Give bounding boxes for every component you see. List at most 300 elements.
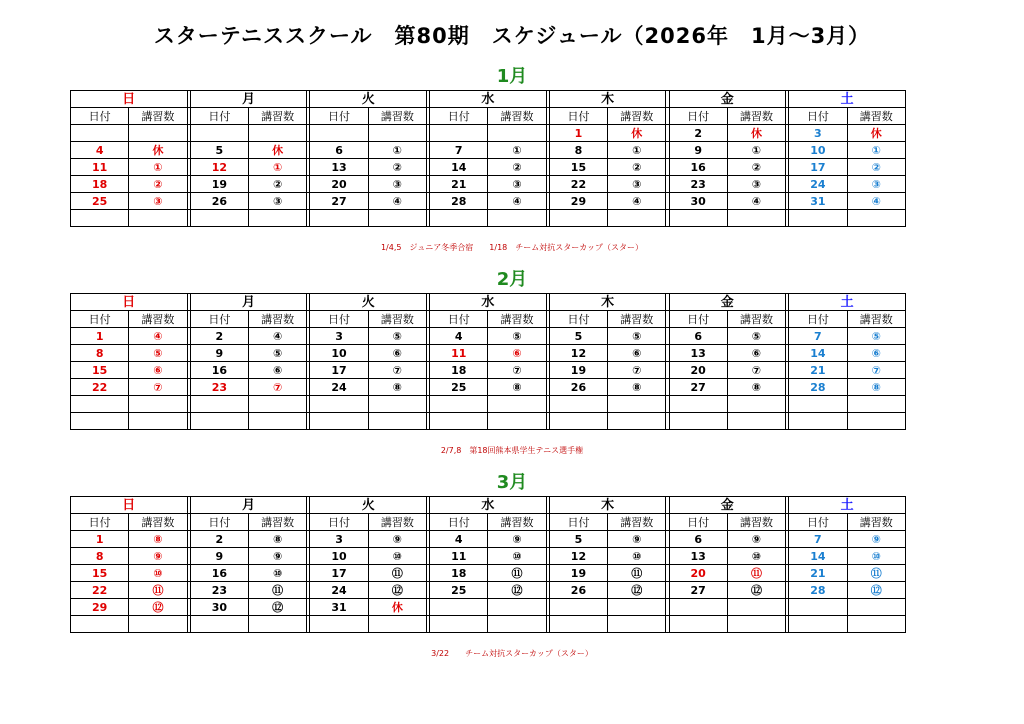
day-date-cell: 27 — [669, 582, 727, 599]
lesson-count-column-header: 講習数 — [727, 311, 785, 328]
lesson-count-cell — [248, 125, 306, 142]
lesson-count-cell: ⑨ — [368, 531, 426, 548]
weekday-header: 月 — [190, 91, 307, 108]
lesson-count-cell: ⑩ — [847, 548, 906, 565]
lesson-count-cell: ⑥ — [608, 345, 666, 362]
lesson-count-cell: ⑫ — [368, 582, 426, 599]
day-date-cell — [669, 396, 727, 413]
day-date-cell: 13 — [310, 159, 368, 176]
day-date-cell — [430, 616, 488, 633]
lesson-count-cell: ③ — [368, 176, 426, 193]
day-date-cell: 6 — [669, 531, 727, 548]
lesson-count-cell: ⑧ — [488, 379, 546, 396]
lesson-count-cell — [847, 396, 906, 413]
lesson-count-cell: ⑪ — [847, 565, 906, 582]
day-date-cell — [71, 210, 129, 227]
lesson-count-cell — [608, 599, 666, 616]
date-column-header: 日付 — [549, 311, 607, 328]
date-column-header: 日付 — [430, 311, 488, 328]
day-date-cell: 26 — [549, 379, 607, 396]
lesson-count-cell: ⑪ — [488, 565, 546, 582]
lesson-count-column-header: 講習数 — [847, 514, 906, 531]
day-date-cell: 16 — [190, 362, 248, 379]
month-title: 1月 — [496, 66, 528, 87]
day-date-cell: 29 — [71, 599, 129, 616]
day-date-cell: 13 — [669, 548, 727, 565]
day-date-cell: 14 — [430, 159, 488, 176]
date-column-header: 日付 — [549, 108, 607, 125]
day-date-cell: 22 — [71, 379, 129, 396]
day-date-cell — [430, 413, 488, 430]
day-date-cell: 14 — [789, 345, 847, 362]
lesson-count-cell: ⑦ — [248, 379, 306, 396]
day-date-cell — [190, 210, 248, 227]
date-column-header: 日付 — [669, 311, 727, 328]
day-date-cell: 23 — [190, 582, 248, 599]
week-row — [71, 413, 906, 430]
day-date-cell: 11 — [430, 345, 488, 362]
lesson-count-cell — [727, 396, 785, 413]
lesson-count-column-header: 講習数 — [727, 108, 785, 125]
lesson-count-cell: ⑪ — [248, 582, 306, 599]
lesson-count-cell: ⑧ — [727, 379, 785, 396]
day-date-cell: 20 — [310, 176, 368, 193]
lesson-count-cell: ⑩ — [488, 548, 546, 565]
day-date-cell: 11 — [71, 159, 129, 176]
lesson-count-cell: ③ — [488, 176, 546, 193]
week-row — [71, 362, 906, 379]
day-date-cell — [549, 599, 607, 616]
date-column-header: 日付 — [71, 311, 129, 328]
date-column-header: 日付 — [310, 311, 368, 328]
week-row — [71, 159, 906, 176]
day-date-cell: 24 — [310, 379, 368, 396]
lesson-count-cell: ⑤ — [368, 328, 426, 345]
day-date-cell: 26 — [190, 193, 248, 210]
lesson-count-cell — [727, 599, 785, 616]
lesson-count-column-header: 講習数 — [488, 514, 546, 531]
weekday-header: 土 — [789, 497, 906, 514]
month-event-note: 1/4,5 ジュニア冬季合宿 1/18 チーム対抗スターカップ（スター） — [380, 243, 644, 252]
day-date-cell: 10 — [789, 142, 847, 159]
day-date-cell: 10 — [310, 345, 368, 362]
lesson-count-cell: ② — [727, 159, 785, 176]
weekday-header: 月 — [190, 497, 307, 514]
day-date-cell: 12 — [549, 345, 607, 362]
day-date-cell — [310, 210, 368, 227]
lesson-count-cell: ⑤ — [248, 345, 306, 362]
day-date-cell: 30 — [669, 193, 727, 210]
date-column-header: 日付 — [71, 108, 129, 125]
lesson-count-cell: ① — [129, 159, 187, 176]
lesson-count-cell — [368, 125, 426, 142]
lesson-count-column-header: 講習数 — [368, 514, 426, 531]
date-column-header: 日付 — [190, 514, 248, 531]
week-row — [71, 565, 906, 582]
lesson-count-cell: ⑨ — [488, 531, 546, 548]
lesson-count-cell: ④ — [248, 328, 306, 345]
weekday-header: 日 — [71, 497, 188, 514]
lesson-count-cell: 休 — [129, 142, 187, 159]
lesson-count-cell — [727, 210, 785, 227]
day-date-cell: 22 — [549, 176, 607, 193]
day-date-cell: 19 — [549, 362, 607, 379]
lesson-count-cell: ⑩ — [368, 548, 426, 565]
lesson-count-column-header: 講習数 — [488, 108, 546, 125]
day-date-cell — [669, 413, 727, 430]
lesson-count-cell: ⑩ — [608, 548, 666, 565]
lesson-count-cell: ⑩ — [129, 565, 187, 582]
lesson-count-cell — [248, 413, 306, 430]
lesson-count-cell — [488, 616, 546, 633]
date-column-header: 日付 — [190, 108, 248, 125]
lesson-count-cell: ⑫ — [248, 599, 306, 616]
lesson-count-cell: ④ — [488, 193, 546, 210]
lesson-count-cell: ⑧ — [608, 379, 666, 396]
weekday-header: 日 — [71, 294, 188, 311]
lesson-count-cell — [129, 413, 187, 430]
lesson-count-cell — [488, 599, 546, 616]
lesson-count-cell: ⑨ — [129, 548, 187, 565]
lesson-count-cell: ⑨ — [727, 531, 785, 548]
day-date-cell: 9 — [190, 548, 248, 565]
lesson-count-cell — [608, 413, 666, 430]
lesson-count-cell: ④ — [608, 193, 666, 210]
day-date-cell — [669, 210, 727, 227]
lesson-count-cell: ① — [488, 142, 546, 159]
lesson-count-cell: ⑨ — [248, 548, 306, 565]
lesson-count-column-header: 講習数 — [847, 108, 906, 125]
day-date-cell — [789, 396, 847, 413]
lesson-count-cell: ③ — [727, 176, 785, 193]
lesson-count-cell — [129, 210, 187, 227]
day-date-cell: 17 — [789, 159, 847, 176]
day-date-cell — [71, 413, 129, 430]
date-column-header: 日付 — [669, 514, 727, 531]
day-date-cell — [430, 599, 488, 616]
day-date-cell: 21 — [789, 565, 847, 582]
lesson-count-cell: ⑫ — [608, 582, 666, 599]
week-row — [71, 599, 906, 616]
day-date-cell: 7 — [430, 142, 488, 159]
lesson-count-cell — [129, 616, 187, 633]
day-date-cell: 2 — [669, 125, 727, 142]
weekday-header: 日 — [71, 91, 188, 108]
day-date-cell: 25 — [71, 193, 129, 210]
lesson-count-column-header: 講習数 — [488, 311, 546, 328]
day-date-cell — [430, 125, 488, 142]
day-date-cell: 27 — [669, 379, 727, 396]
weekday-header: 火 — [310, 91, 427, 108]
day-date-cell: 31 — [310, 599, 368, 616]
day-date-cell — [71, 616, 129, 633]
lesson-count-column-header: 講習数 — [368, 108, 426, 125]
lesson-count-cell: ① — [248, 159, 306, 176]
weekday-header: 金 — [669, 294, 786, 311]
lesson-count-column-header: 講習数 — [248, 514, 306, 531]
day-date-cell: 31 — [789, 193, 847, 210]
day-date-cell — [669, 599, 727, 616]
lesson-count-cell: ⑧ — [248, 531, 306, 548]
month-event-note: 2/7,8 第18回熊本県学生テニス選手権 — [440, 446, 584, 455]
day-date-cell — [190, 616, 248, 633]
day-date-cell — [310, 413, 368, 430]
page-title: スターテニススクール 第80期 スケジュール（2026年 1月～3月） — [153, 24, 871, 48]
lesson-count-cell: 休 — [368, 599, 426, 616]
lesson-count-cell — [727, 413, 785, 430]
lesson-count-cell: ④ — [129, 328, 187, 345]
day-date-cell: 2 — [190, 531, 248, 548]
lesson-count-cell: ② — [608, 159, 666, 176]
day-date-cell — [310, 125, 368, 142]
lesson-count-cell: ⑩ — [727, 548, 785, 565]
day-date-cell: 11 — [430, 548, 488, 565]
day-date-cell: 22 — [71, 582, 129, 599]
date-column-header: 日付 — [789, 514, 847, 531]
lesson-count-cell: ⑤ — [608, 328, 666, 345]
day-date-cell — [190, 396, 248, 413]
lesson-count-cell: ③ — [248, 193, 306, 210]
lesson-count-cell: ③ — [608, 176, 666, 193]
lesson-count-cell: ④ — [368, 193, 426, 210]
day-date-cell: 12 — [190, 159, 248, 176]
day-date-cell: 15 — [71, 362, 129, 379]
lesson-count-cell: ② — [847, 159, 906, 176]
date-column-header: 日付 — [310, 108, 368, 125]
day-date-cell — [549, 396, 607, 413]
lesson-count-cell — [847, 599, 906, 616]
lesson-count-cell: ② — [248, 176, 306, 193]
day-date-cell: 5 — [549, 328, 607, 345]
lesson-count-cell: 休 — [248, 142, 306, 159]
lesson-count-cell: ⑫ — [847, 582, 906, 599]
lesson-count-cell — [248, 616, 306, 633]
lesson-count-column-header: 講習数 — [608, 108, 666, 125]
lesson-count-cell: ⑥ — [847, 345, 906, 362]
day-date-cell — [430, 210, 488, 227]
weekday-header: 火 — [310, 497, 427, 514]
lesson-count-column-header: 講習数 — [129, 311, 187, 328]
lesson-count-cell: ⑪ — [727, 565, 785, 582]
week-row — [71, 210, 906, 227]
day-date-cell: 24 — [310, 582, 368, 599]
day-date-cell: 12 — [549, 548, 607, 565]
lesson-count-cell: ② — [368, 159, 426, 176]
lesson-count-cell: ⑫ — [727, 582, 785, 599]
weekday-header: 水 — [430, 91, 547, 108]
day-date-cell: 19 — [190, 176, 248, 193]
lesson-count-cell: ⑥ — [488, 345, 546, 362]
day-date-cell: 8 — [71, 345, 129, 362]
lesson-count-cell: ⑪ — [608, 565, 666, 582]
date-column-header: 日付 — [71, 514, 129, 531]
week-row — [71, 379, 906, 396]
lesson-count-column-header: 講習数 — [129, 108, 187, 125]
lesson-count-cell: ⑦ — [847, 362, 906, 379]
week-row — [71, 193, 906, 210]
day-date-cell — [190, 413, 248, 430]
day-date-cell: 18 — [430, 565, 488, 582]
lesson-count-column-header: 講習数 — [727, 514, 785, 531]
lesson-count-cell: ④ — [727, 193, 785, 210]
day-date-cell: 15 — [71, 565, 129, 582]
day-date-cell: 23 — [190, 379, 248, 396]
lesson-count-cell: ⑤ — [727, 328, 785, 345]
lesson-count-cell: ⑪ — [129, 582, 187, 599]
day-date-cell: 28 — [789, 379, 847, 396]
lesson-count-cell: ⑦ — [608, 362, 666, 379]
day-date-cell: 21 — [430, 176, 488, 193]
lesson-count-column-header: 講習数 — [129, 514, 187, 531]
lesson-count-cell: 休 — [608, 125, 666, 142]
day-date-cell — [789, 599, 847, 616]
week-row — [71, 345, 906, 362]
lesson-count-column-header: 講習数 — [608, 311, 666, 328]
day-date-cell: 4 — [430, 328, 488, 345]
month-event-note: 3/22 チーム対抗スターカップ（スター） — [431, 649, 593, 658]
month-calendar-table — [70, 90, 906, 227]
lesson-count-cell: ① — [847, 142, 906, 159]
lesson-count-cell: ⑫ — [129, 599, 187, 616]
day-date-cell: 6 — [669, 328, 727, 345]
lesson-count-cell: ⑦ — [129, 379, 187, 396]
day-date-cell: 27 — [310, 193, 368, 210]
lesson-count-column-header: 講習数 — [608, 514, 666, 531]
lesson-count-cell: ⑤ — [129, 345, 187, 362]
date-column-header: 日付 — [789, 311, 847, 328]
day-date-cell: 25 — [430, 379, 488, 396]
lesson-count-cell — [608, 616, 666, 633]
lesson-count-cell: ② — [488, 159, 546, 176]
day-date-cell: 6 — [310, 142, 368, 159]
lesson-count-cell: ⑧ — [129, 531, 187, 548]
lesson-count-cell — [847, 210, 906, 227]
day-date-cell: 21 — [789, 362, 847, 379]
lesson-count-cell — [488, 210, 546, 227]
weekday-header: 木 — [549, 294, 666, 311]
lesson-count-cell — [248, 396, 306, 413]
date-column-header: 日付 — [430, 108, 488, 125]
week-row — [71, 176, 906, 193]
day-date-cell: 3 — [310, 328, 368, 345]
lesson-count-cell: ⑨ — [608, 531, 666, 548]
weekday-header: 木 — [549, 91, 666, 108]
day-date-cell: 1 — [71, 531, 129, 548]
day-date-cell — [549, 210, 607, 227]
lesson-count-column-header: 講習数 — [248, 108, 306, 125]
day-date-cell: 29 — [549, 193, 607, 210]
day-date-cell: 20 — [669, 565, 727, 582]
day-date-cell — [789, 616, 847, 633]
day-date-cell: 19 — [549, 565, 607, 582]
week-row — [71, 142, 906, 159]
lesson-count-cell: ③ — [847, 176, 906, 193]
day-date-cell: 18 — [430, 362, 488, 379]
day-date-cell: 18 — [71, 176, 129, 193]
day-date-cell: 9 — [669, 142, 727, 159]
lesson-count-cell: ⑦ — [727, 362, 785, 379]
day-date-cell: 15 — [549, 159, 607, 176]
weekday-header: 土 — [789, 294, 906, 311]
lesson-count-cell — [368, 616, 426, 633]
month-title: 2月 — [496, 269, 528, 290]
weekday-header: 金 — [669, 497, 786, 514]
lesson-count-cell — [488, 125, 546, 142]
day-date-cell — [310, 616, 368, 633]
lesson-count-column-header: 講習数 — [847, 311, 906, 328]
date-column-header: 日付 — [310, 514, 368, 531]
weekday-header: 土 — [789, 91, 906, 108]
lesson-count-cell: ① — [368, 142, 426, 159]
day-date-cell — [71, 396, 129, 413]
day-date-cell: 16 — [669, 159, 727, 176]
day-date-cell: 30 — [190, 599, 248, 616]
day-date-cell: 17 — [310, 565, 368, 582]
lesson-count-cell — [368, 413, 426, 430]
lesson-count-cell: ① — [608, 142, 666, 159]
lesson-count-cell — [488, 413, 546, 430]
day-date-cell — [669, 616, 727, 633]
week-row — [71, 616, 906, 633]
lesson-count-cell: ① — [727, 142, 785, 159]
lesson-count-cell: ② — [129, 176, 187, 193]
weekday-header: 金 — [669, 91, 786, 108]
lesson-count-cell: ⑥ — [368, 345, 426, 362]
date-column-header: 日付 — [190, 311, 248, 328]
day-date-cell: 3 — [310, 531, 368, 548]
day-date-cell — [430, 396, 488, 413]
week-row — [71, 125, 906, 142]
lesson-count-cell: 休 — [847, 125, 906, 142]
lesson-count-cell: ⑩ — [248, 565, 306, 582]
day-date-cell — [789, 210, 847, 227]
lesson-count-cell: ⑨ — [847, 531, 906, 548]
day-date-cell: 24 — [789, 176, 847, 193]
week-row — [71, 328, 906, 345]
month-calendar-table — [70, 496, 906, 633]
day-date-cell — [549, 413, 607, 430]
day-date-cell: 10 — [310, 548, 368, 565]
lesson-count-cell — [368, 396, 426, 413]
day-date-cell: 23 — [669, 176, 727, 193]
day-date-cell: 13 — [669, 345, 727, 362]
day-date-cell: 4 — [71, 142, 129, 159]
weekday-header: 月 — [190, 294, 307, 311]
lesson-count-cell: ④ — [847, 193, 906, 210]
weekday-header: 木 — [549, 497, 666, 514]
month-calendar-table — [70, 293, 906, 430]
day-date-cell — [310, 396, 368, 413]
lesson-count-cell: ⑥ — [248, 362, 306, 379]
day-date-cell — [789, 413, 847, 430]
lesson-count-cell — [368, 210, 426, 227]
day-date-cell: 28 — [430, 193, 488, 210]
lesson-count-cell: 休 — [727, 125, 785, 142]
week-row — [71, 548, 906, 565]
lesson-count-cell: ⑥ — [129, 362, 187, 379]
day-date-cell: 2 — [190, 328, 248, 345]
date-column-header: 日付 — [430, 514, 488, 531]
day-date-cell: 5 — [190, 142, 248, 159]
day-date-cell: 14 — [789, 548, 847, 565]
lesson-count-cell: ⑫ — [488, 582, 546, 599]
lesson-count-cell — [727, 616, 785, 633]
lesson-count-cell: ⑧ — [847, 379, 906, 396]
lesson-count-cell — [129, 125, 187, 142]
day-date-cell: 5 — [549, 531, 607, 548]
date-column-header: 日付 — [669, 108, 727, 125]
lesson-count-cell — [488, 396, 546, 413]
